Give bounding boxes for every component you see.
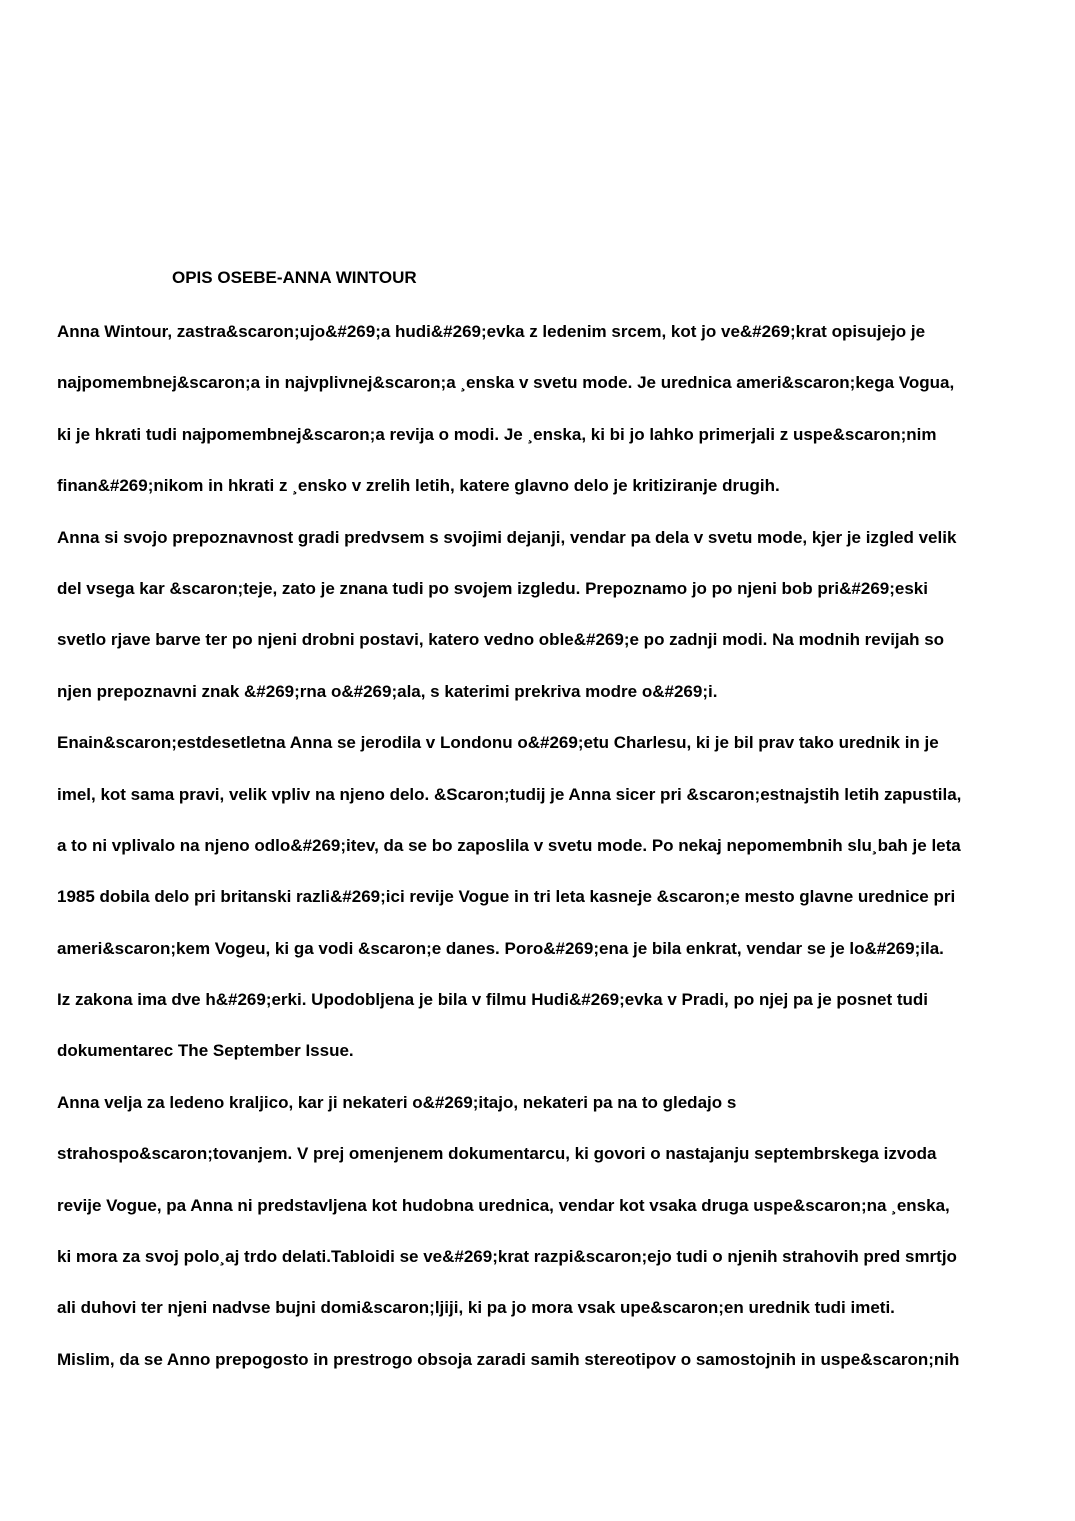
text-line: Enain&scaron;estdesetletna Anna se jerodila v Londonu o&#269;etu Charlesu, ki je bil prav tako urednik in je (57, 733, 939, 753)
document-title: OPIS OSEBE-ANNA WINTOUR (172, 268, 417, 287)
text-line: ki mora za svoj polo¸aj trdo delati.Tabloidi se ve&#269;krat razpi&scaron;ejo tudi o njenih strahovih pred smrtjo (57, 1247, 957, 1267)
text-line: Anna si svojo prepoznavnost gradi predvsem s svojimi dejanji, vendar pa dela v svetu mode, kjer je izgled velik (57, 527, 957, 547)
text-line: ameri&scaron;kem Vogeu, ki ga vodi &scaron;e danes. Poro&#269;ena je bila enkrat, vendar se je lo&#269;ila. (57, 938, 944, 958)
text-line: najpomembnej&scaron;a in najvplivnej&scaron;a ¸enska v svetu mode. Je urednica ameri&scaron;kega Vogua, (57, 373, 955, 393)
text-line: svetlo rjave barve ter po njeni drobni postavi, katero vedno oble&#269;e po zadnji modi. Na modnih revijah so (57, 630, 945, 650)
text-line: ali duhovi ter njeni nadvse bujni domi&scaron;ljiji, ki pa jo mora vsak upe&scaron;en urednik tudi imeti. (57, 1298, 895, 1318)
text-line: strahospo&scaron;tovanjem. V prej omenjenem dokumentarcu, ki govori o nastajanju septembrskega izvoda (57, 1144, 937, 1164)
text-line: dokumentarec The September Issue. (57, 1041, 354, 1061)
text-line: a to ni vplivalo na njeno odlo&#269;itev, da se bo zaposlila v svetu mode. Po nekaj nepomembnih slu¸bah je leta (57, 835, 961, 855)
text-line: imel, kot sama pravi, velik vpliv na njeno delo. &Scaron;tudij je Anna sicer pri &scaron;estnajstih letih zapustila, (57, 784, 962, 804)
text-line: 1985 dobila delo pri britanski razli&#269;ici revije Vogue in tri leta kasneje &scaron;e mesto glavne urednice pri (57, 887, 956, 907)
text-line: Anna velja za ledeno kraljico, kar ji nekateri o&#269;itajo, nekateri pa na to gledajo s (57, 1092, 737, 1112)
text-line: njen prepoznavni znak &#269;rna o&#269;ala, s katerimi prekriva modre o&#269;i. (57, 681, 718, 701)
text-line: Mislim, da se Anno prepogosto in prestrogo obsoja zaradi samih stereotipov o samostojnih in uspe&scaron;nih (57, 1349, 960, 1369)
text-line: finan&#269;nikom in hkrati z ¸ensko v zrelih letih, katere glavno delo je kritiziranje drugih. (57, 476, 780, 496)
text-line: Iz zakona ima dve h&#269;erki. Upodobljena je bila v filmu Hudi&#269;evka v Pradi, po njej pa je posnet tudi (57, 990, 929, 1010)
text-line: Anna Wintour, zastra&scaron;ujo&#269;a hudi&#269;evka z ledenim srcem, kot jo ve&#269;krat opisujejo je (57, 322, 926, 341)
text-line: revije Vogue, pa Anna ni predstavljena kot hudobna urednica, vendar kot vsaka druga uspe&scaron;na ¸enska, (57, 1195, 950, 1215)
text-line: del vsega kar &scaron;teje, zato je znana tudi po svojem izgledu. Prepoznamo jo po njeni bob pri&#269;eski (57, 578, 928, 598)
document-body (57, 321, 1057, 1400)
text-line: ki je hkrati tudi najpomembnej&scaron;a revija o modi. Je ¸enska, ki bi jo lahko primerjali z uspe&scaron;nim (57, 424, 937, 444)
